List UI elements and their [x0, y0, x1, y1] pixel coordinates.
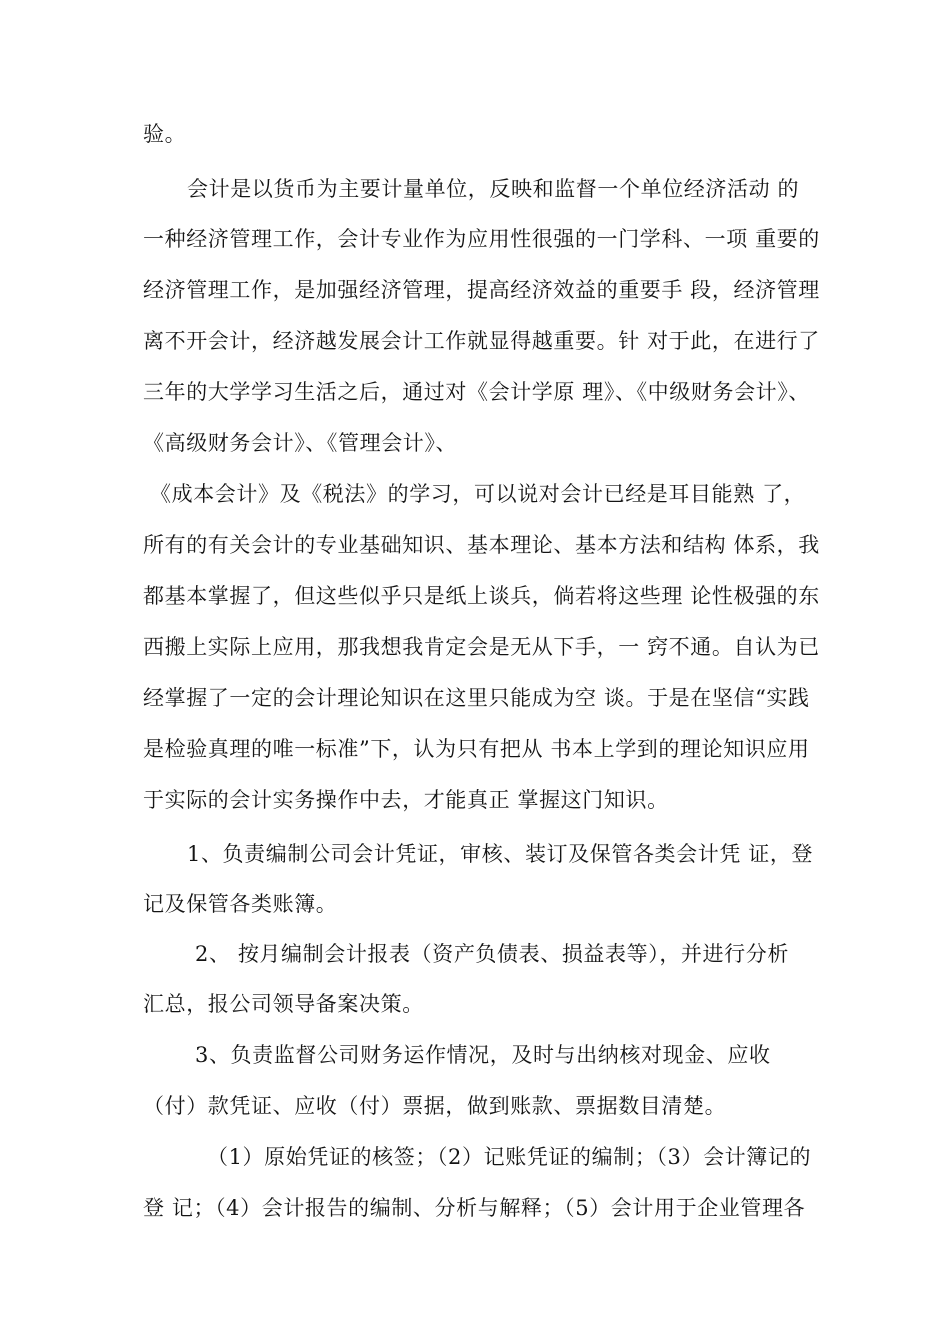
text-line: 记及保管各类账簿。 [143, 892, 338, 916]
list-item-line: （1）原始凭证的核签；（2）记账凭证的编制；（3）会计簿记的 [207, 1145, 812, 1169]
text-line: 经济管理工作，是加强经济管理，提高经济效益的重要手 段，经济管理 [143, 278, 820, 302]
paragraph-start-line: 会计是以货币为主要计量单位，反映和监督一个单位经济活动 的 [187, 177, 800, 201]
text-line: 三年的大学学习生活之后，通过对《会计学原 理》、《中级财务会计》、 [143, 380, 810, 404]
text-line: 经掌握了一定的会计理论知识在这里只能成为空 谈。于是在坚信“实践 [143, 686, 810, 710]
text-line: 都基本掌握了，但这些似乎只是纸上谈兵，倘若将这些理 论性极强的东 [143, 584, 820, 608]
list-item-line: 1、负责编制公司会计凭证，审核、装订及保管各类会计凭 证，登 [187, 842, 814, 866]
text-line: 验。 [143, 122, 187, 146]
text-line: 于实际的会计实务操作中去，才能真正 掌握这门知识。 [143, 788, 669, 812]
text-line: 《高级财务会计》、《管理会计》、 [143, 431, 458, 455]
text-line: 西搬上实际上应用，那我想我肯定会是无从下手，一 窍不通。自认为已 [143, 635, 820, 659]
list-item-line: 2、 按月编制会计报表（资产负债表、损益表等），并进行分析 [195, 942, 789, 966]
text-line: 《成本会计》及《税法》的学习，可以说对会计已经是耳目能熟 了， [150, 482, 806, 506]
text-line: 是检验真理的唯一标准”下，认为只有把从 书本上学到的理论知识应用 [143, 737, 810, 761]
text-line: 所有的有关会计的专业基础知识、基本理论、基本方法和结构 体系，我 [143, 533, 820, 557]
text-line: （付）款凭证、应收（付）票据，做到账款、票据数目清楚。 [143, 1094, 727, 1118]
text-line: 离不开会计，经济越发展会计工作就显得越重要。针 对于此，在进行了 [143, 329, 820, 353]
list-item-line: 3、负责监督公司财务运作情况，及时与出纳核对现金、应收 [195, 1043, 771, 1067]
text-line: 汇总，报公司领导备案决策。 [143, 992, 424, 1016]
text-line: 登 记；（4）会计报告的编制、分析与解释；（5）会计用于企业管理各 [143, 1196, 806, 1220]
text-line: 一种经济管理工作，会计专业作为应用性很强的一门学科、一项 重要的 [143, 227, 820, 251]
